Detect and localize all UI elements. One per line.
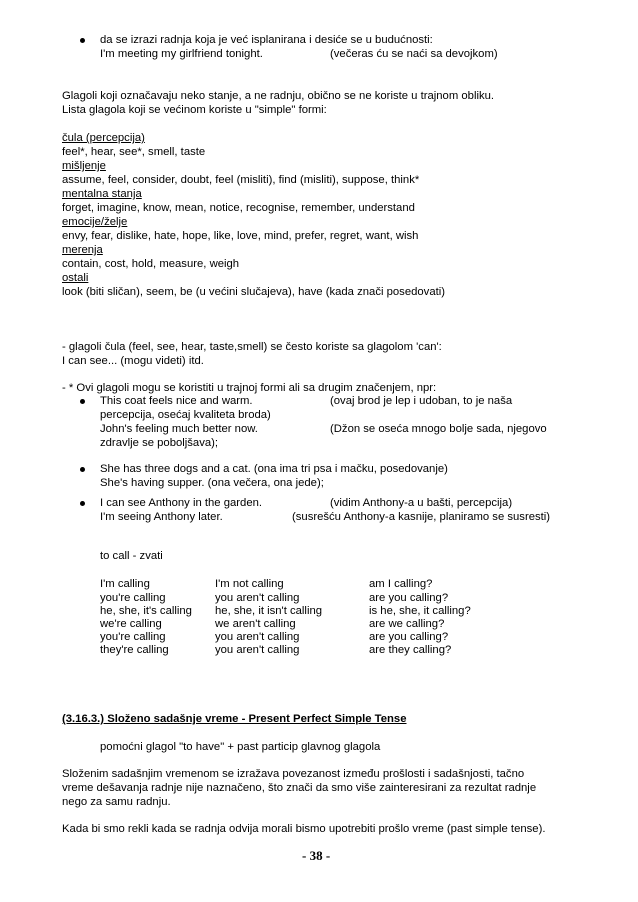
perfect-paragraph: nego za samu radnju.: [62, 796, 171, 808]
page-number: - 38 -: [302, 848, 331, 863]
conj-question: are you calling?: [369, 592, 449, 604]
verb-group-title: emocije/želje: [62, 216, 128, 228]
conj-negative: I'm not calling: [215, 578, 284, 590]
conj-affirmative: you're calling: [100, 592, 166, 604]
example-line: She's having supper. (ona večera, ona jede);: [100, 477, 324, 489]
example-sr: (susrešću Anthony-a kasnije, planiramo se susresti): [292, 511, 551, 523]
verb-group-title: čula (percepcija): [62, 132, 145, 144]
conj-question: are they calling?: [369, 644, 452, 656]
formula-line: pomoćni glagol "to have" + past particip glavnog glagola: [100, 741, 381, 753]
verb-group-title: mišljenje: [62, 160, 106, 172]
conj-question: am I calling?: [369, 578, 433, 590]
perfect-paragraph: Složenim sadašnjim vremenom se izražava povezanost između prošlosti i sadašnjosti, tačno: [62, 768, 525, 780]
conj-affirmative: I'm calling: [100, 578, 150, 590]
verb-group-title: ostali: [62, 272, 89, 284]
can-note-line: - glagoli čula (feel, see, hear, taste,smell) se često koriste sa glagolom 'can':: [62, 341, 442, 353]
example-sr: percepcija, osećaj kvaliteta broda): [100, 409, 271, 421]
conj-negative: you aren't calling: [215, 644, 300, 656]
intro-example-sr: (večeras ću se naći sa devojkom): [330, 48, 498, 60]
stative-paragraph: Glagoli koji označavaju neko stanje, a ne radnju, obično se ne koriste u trajnom obliku.: [62, 90, 495, 102]
bullet-marker: [80, 501, 85, 506]
example-sr: (vidim Anthony-a u bašti, percepcija): [330, 497, 513, 509]
verb-group-list: feel*, hear, see*, smell, taste: [62, 146, 206, 158]
conj-question: is he, she, it calling?: [369, 605, 471, 617]
example-sr: (Džon se oseća mnogo bolje sada, njegovo: [330, 423, 547, 435]
conj-negative: you aren't calling: [215, 631, 300, 643]
perfect-paragraph: Kada bi smo rekli kada se radnja odvija morali bismo upotrebiti prošlo vreme (past simple tense).: [62, 823, 546, 835]
example-sr: (ovaj brod je lep i udoban, to je naša: [330, 395, 513, 407]
example-en: This coat feels nice and warm.: [100, 395, 253, 407]
conj-affirmative: you're calling: [100, 631, 166, 643]
conj-negative: he, she, it isn't calling: [215, 605, 323, 617]
perfect-paragraph: vreme dešavanja radnje nije naznačeno, što znači da smo više zainteresirani za rezultat radnje: [62, 782, 537, 794]
example-line: She has three dogs and a cat. (ona ima tri psa i mačku, posedovanje): [100, 463, 448, 475]
bullet-marker: [80, 399, 85, 404]
stative-paragraph: Lista glagola koji se većinom koriste u "simple" formi:: [62, 104, 327, 116]
verb-group-list: assume, feel, consider, doubt, feel (misliti), find (misliti), suppose, think*: [62, 174, 420, 186]
conj-affirmative: we're calling: [100, 618, 162, 630]
verb-group-list: forget, imagine, know, mean, notice, recognise, remember, understand: [62, 202, 415, 214]
can-note-line: I can see... (mogu videti) itd.: [62, 355, 204, 367]
intro-example-en: I'm meeting my girlfriend tonight.: [100, 48, 263, 60]
section-heading: (3.16.3.) Složeno sadašnje vreme - Present Perfect Simple Tense: [62, 713, 407, 725]
verb-group-title: merenja: [62, 244, 103, 256]
star-note-intro: - * Ovi glagoli mogu se koristiti u trajnoj formi ali sa drugim značenjem, npr:: [62, 382, 437, 394]
verb-group-list: envy, fear, dislike, hate, hope, like, love, mind, prefer, regret, want, wish: [62, 230, 419, 242]
conjugation-title: to call - zvati: [100, 550, 163, 562]
example-sr: zdravlje se poboljšava);: [100, 437, 219, 449]
conj-negative: we aren't calling: [215, 618, 296, 630]
example-en: I'm seeing Anthony later.: [100, 511, 223, 523]
conj-question: are you calling?: [369, 631, 449, 643]
example-en: I can see Anthony in the garden.: [100, 497, 263, 509]
conj-affirmative: they're calling: [100, 644, 169, 656]
bullet-marker: [80, 467, 85, 472]
verb-group-list: look (biti sličan), seem, be (u većini slučajeva), have (kada znači posedovati): [62, 286, 446, 298]
intro-bullet-line: da se izrazi radnja koja je već isplanirana i desiće se u budućnosti:: [100, 34, 433, 46]
example-en: John's feeling much better now.: [100, 423, 258, 435]
verb-group-title: mentalna stanja: [62, 188, 142, 200]
conj-negative: you aren't calling: [215, 592, 300, 604]
conj-affirmative: he, she, it's calling: [100, 605, 192, 617]
bullet-marker: [80, 38, 85, 43]
verb-group-list: contain, cost, hold, measure, weigh: [62, 258, 240, 270]
conj-question: are we calling?: [369, 618, 445, 630]
